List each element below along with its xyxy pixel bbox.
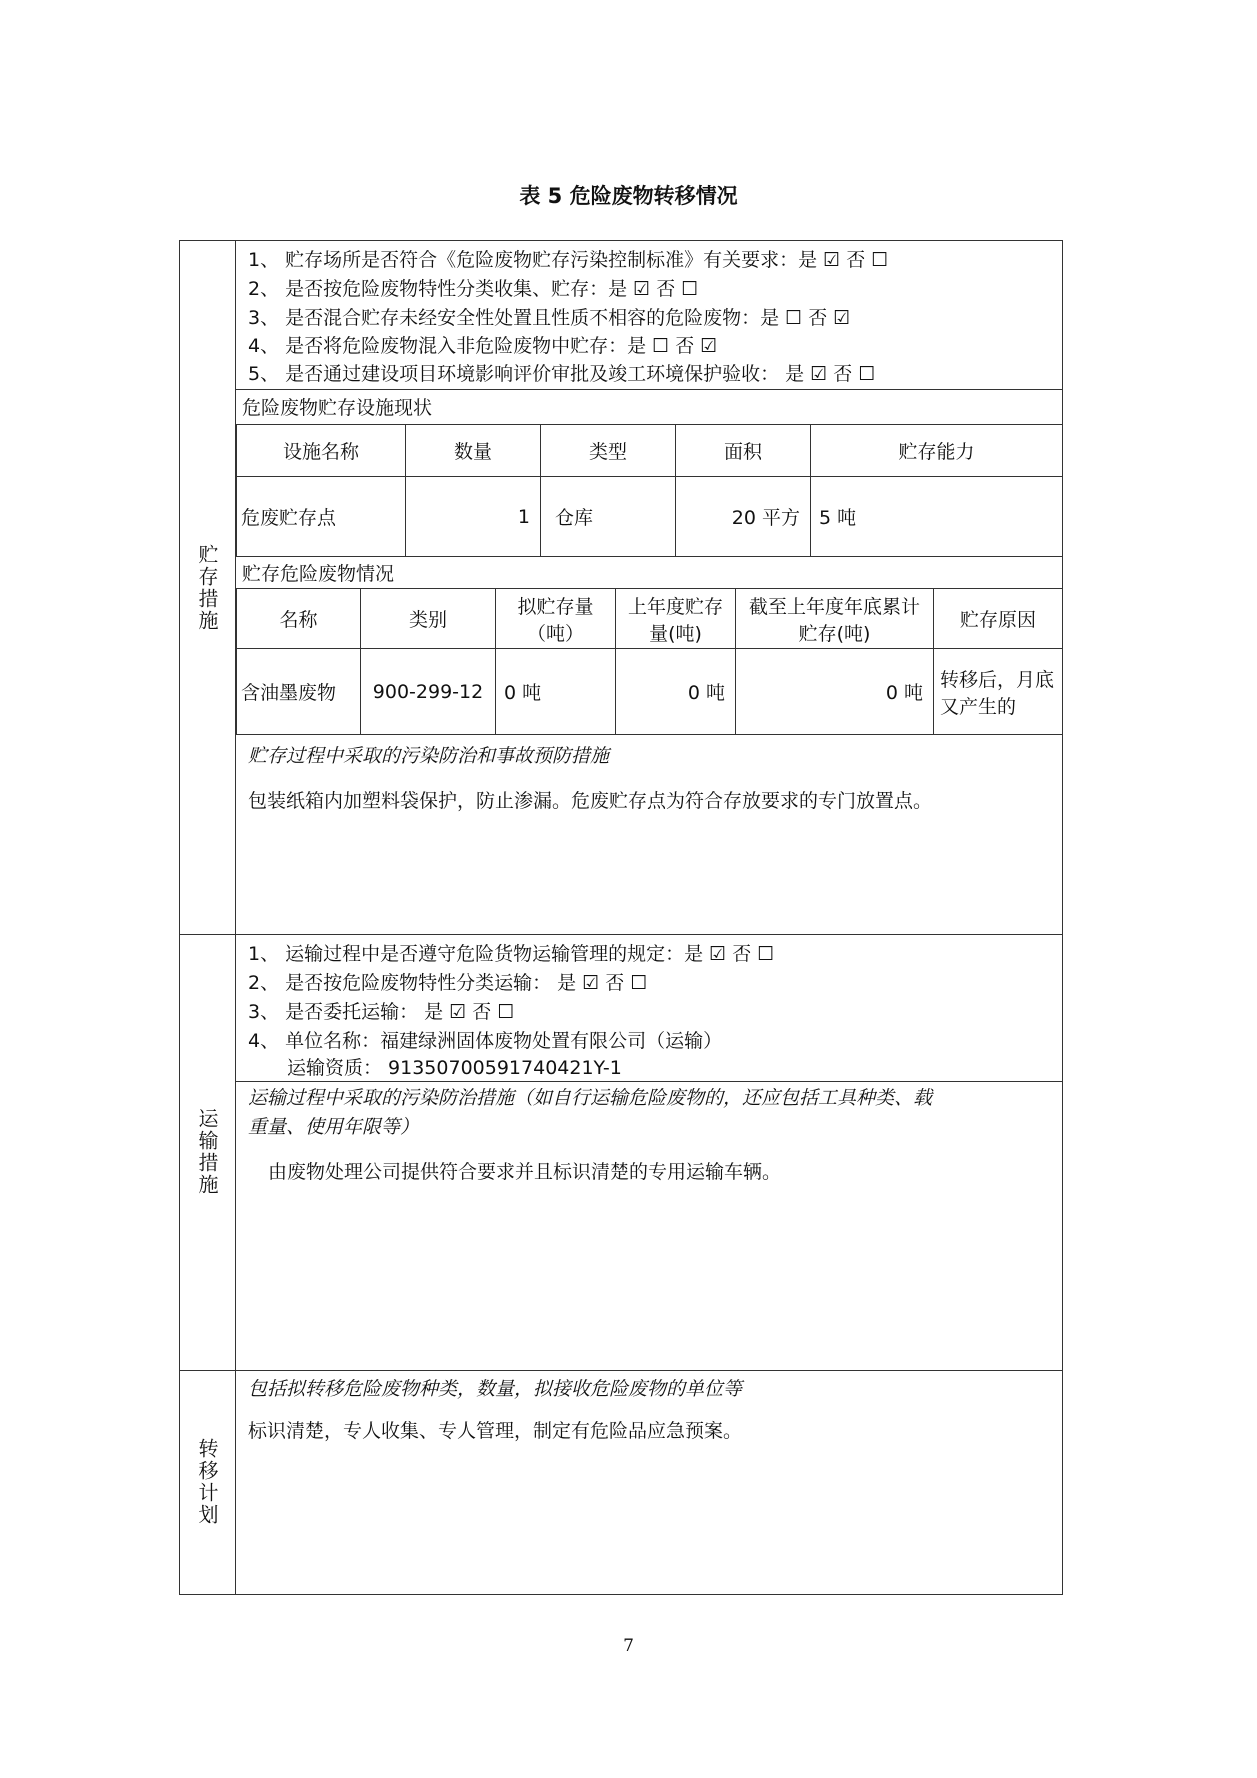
table-cell: 5 吨 [811, 477, 1063, 557]
table-cell: 0 吨 [616, 649, 736, 735]
table-header: 类型 [541, 425, 676, 477]
table-header: 名称 [237, 589, 361, 649]
table-header: 拟贮存量（吨） [496, 589, 616, 649]
table-header: 截至上年度年底累计贮存(吨) [736, 589, 934, 649]
table-header: 设施名称 [237, 425, 406, 477]
transport-measures-heading: 运输过程中采取的污染防治措施（如自行运输危险废物的，还应包括工具种类、载 [248, 1087, 933, 1109]
facility-heading: 危险废物贮存设施现状 [242, 397, 433, 419]
table-cell: 含油墨废物 [237, 649, 361, 735]
waste-heading: 贮存危险废物情况 [242, 563, 395, 585]
table-cell: 仓库 [541, 477, 676, 557]
section-label-plan: 转移计划 [180, 1370, 236, 1594]
section-label-transport: 运输措施 [180, 934, 236, 1370]
table-cell: 900-299-12 [361, 649, 496, 735]
table-row [237, 649, 1063, 735]
plan-heading: 包括拟转移危险废物种类，数量，拟接收危险废物的单位等 [248, 1378, 743, 1400]
table-header: 贮存能力 [811, 425, 1063, 477]
table-cell: 20 平方 [676, 477, 811, 557]
storage-check-5: 5、 是否通过建设项目环境影响评价审批及竣工环境保护验收： 是 ☑ 否 ☐ [248, 363, 876, 385]
page-number: 7 [623, 1636, 634, 1656]
facility-table [236, 424, 1063, 557]
transport-measures-text: 由废物处理公司提供符合要求并且标识清楚的专用运输车辆。 [268, 1161, 782, 1183]
table-header: 上年度贮存量(吨) [616, 589, 736, 649]
table-header: 类别 [361, 589, 496, 649]
transport-measures-heading-2: 重量、使用年限等） [248, 1116, 420, 1138]
table-cell: 危废贮存点 [237, 477, 406, 557]
section-label-storage: 贮存措施 [180, 241, 236, 934]
table-cell: 转移后，月底又产生的 [934, 649, 1063, 735]
plan-text: 标识清楚，专人收集、专人管理，制定有危险品应急预案。 [248, 1420, 743, 1442]
section-divider [180, 1370, 1062, 1371]
table-row [237, 589, 1063, 649]
table-header: 数量 [406, 425, 541, 477]
row-divider [236, 1081, 1062, 1082]
storage-check-2: 2、 是否按危险废物特性分类收集、贮存：是 ☑ 否 ☐ [248, 278, 699, 300]
page-title: 表 5 危险废物转移情况 [519, 184, 738, 208]
transport-check-1: 1、 运输过程中是否遵守危险货物运输管理的规定：是 ☑ 否 ☐ [248, 943, 775, 965]
table-row [237, 477, 1063, 557]
transport-check-4: 4、 单位名称：福建绿洲固体废物处置有限公司（运输） [248, 1030, 723, 1052]
transport-check-2: 2、 是否按危险废物特性分类运输： 是 ☑ 否 ☐ [248, 972, 648, 994]
storage-check-3: 3、 是否混合贮存未经安全性处置且性质不相容的危险废物：是 ☐ 否 ☑ [248, 307, 851, 329]
waste-table [236, 588, 1063, 735]
transport-qualification: 运输资质： 91350700591740421Y-1 [287, 1057, 622, 1079]
table-cell: 1 [406, 477, 541, 557]
table-cell: 0 吨 [736, 649, 934, 735]
transport-check-3: 3、 是否委托运输： 是 ☑ 否 ☐ [248, 1001, 515, 1023]
table-cell: 0 吨 [496, 649, 616, 735]
storage-measures-text: 包装纸箱内加塑料袋保护，防止渗漏。危废贮存点为符合存放要求的专门放置点。 [248, 790, 933, 812]
table-header: 贮存原因 [934, 589, 1063, 649]
transfer-table [179, 240, 1063, 1595]
table-row [237, 425, 1063, 477]
row-divider [236, 389, 1062, 390]
table-header: 面积 [676, 425, 811, 477]
storage-check-4: 4、 是否将危险废物混入非危险废物中贮存：是 ☐ 否 ☑ [248, 335, 718, 357]
storage-measures-heading: 贮存过程中采取的污染防治和事故预防措施 [248, 745, 610, 767]
storage-check-1: 1、 贮存场所是否符合《危险废物贮存污染控制标准》有关要求：是 ☑ 否 ☐ [248, 249, 889, 271]
section-divider [180, 934, 1062, 935]
